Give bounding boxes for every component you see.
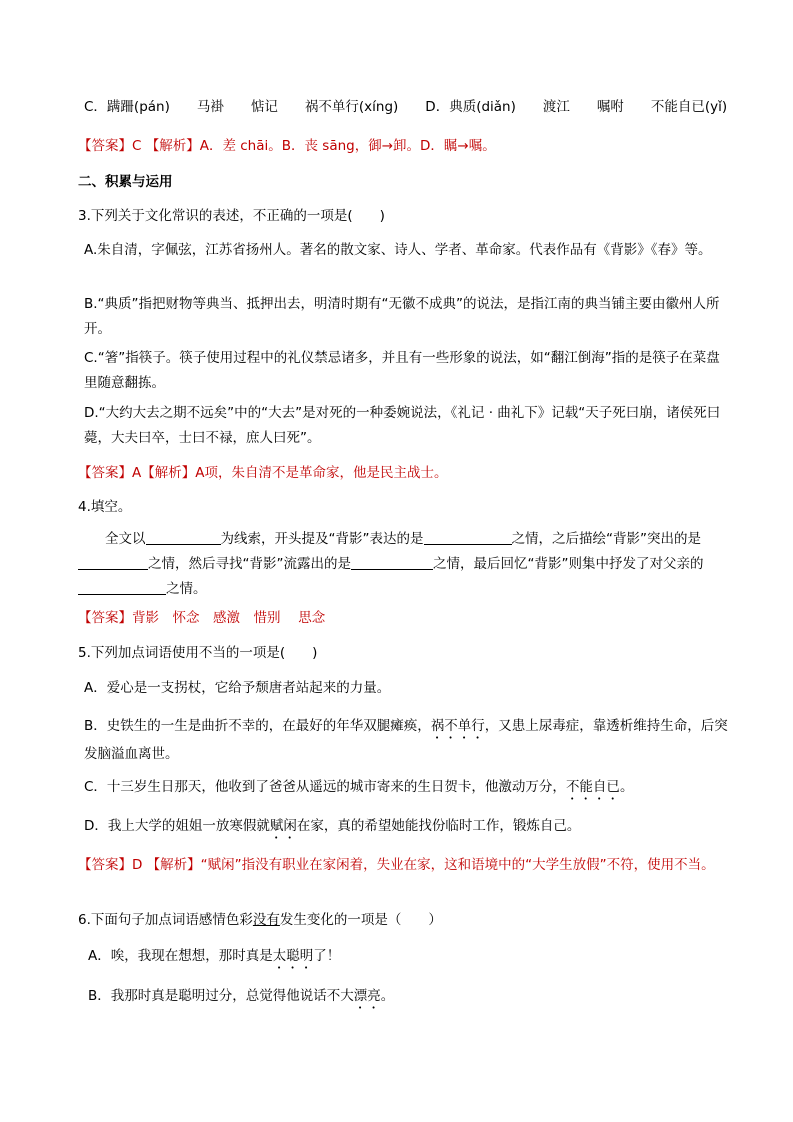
pinyin-xing: xíng <box>364 99 394 115</box>
q5-d-text-end: 在家，真的希望她能找份临时工作，锻炼自己。 <box>296 818 581 834</box>
pinyin-dian: diǎn <box>481 99 511 115</box>
q4-text-3: 之情，之后描绘“背影”突出的是 <box>511 531 701 547</box>
q5-c-text-end: 。 <box>619 779 634 795</box>
dotted-word: 赋闲 <box>269 818 297 834</box>
q6-b-text: B．我那时真是聪明过分，总觉得他说话不大 <box>88 988 354 1004</box>
answer-text: 背影 怀念 感激 惜别 思念 <box>132 610 326 626</box>
fill-blank-3[interactable] <box>78 553 148 570</box>
q4-fill-paragraph <box>78 527 724 602</box>
answer-label: 【答案】 <box>78 138 132 154</box>
q2-answer <box>78 134 724 159</box>
q2-option-d-end: ) <box>721 99 728 115</box>
dotted-word: 不能自已 <box>565 779 620 795</box>
q4-text-1: 全文以 <box>105 531 146 547</box>
q2-option-d-words: ) 渡江 嘱咐 不能自已( <box>510 99 711 115</box>
q4-text-4: 之情，然后寻找“背影”流露出的是 <box>148 556 351 572</box>
q5-b-text-end: ，又患上尿毒症，靠透析维持生命，后突发脑溢血离世。 <box>84 718 728 762</box>
q3-option-c: C.“箸”指筷子。筷子使用过程中的礼仪禁忌诸多，并且有一些形象的说法，如“翻江倒海”指的是筷子在菜盘里随意翻拣。 <box>84 350 720 391</box>
q6-stem-text: 6.下面句子加点词语感情色彩 <box>78 912 253 928</box>
q6-stem <box>78 908 724 933</box>
q3-option-b: B.“典质”指把财物等典当、抵押出去，明清时期有“无徽不成典”的说法，是指江南的典当铺主要由徽州人所开。 <box>84 296 720 337</box>
q5-option-a: A．爱心是一支拐杖，它给予颓唐者站起来的力量。 <box>84 680 391 696</box>
q2-option-d-start: ) D．典质( <box>393 99 482 115</box>
q6-a-text-end: 了！ <box>313 948 341 964</box>
q4-answer <box>78 606 724 631</box>
q6-option-a <box>78 944 734 972</box>
fill-blank-2[interactable] <box>424 528 512 545</box>
answer-text: C 【解析】A．差 chāi。B．丧 sāng，御→卸。D．瞩→嘱。 <box>132 138 496 154</box>
q5-stem: 5.下列加点词语使用不当的一项是( ) <box>78 645 318 661</box>
q6-b-text-end: 。 <box>380 988 395 1004</box>
q5-d-text: D．我上大学的姐姐一放寒假就 <box>84 818 270 834</box>
q5-option-c <box>78 775 730 803</box>
q5-answer <box>78 853 724 878</box>
fill-blank-5[interactable] <box>78 578 166 595</box>
answer-label: 【答案】 <box>78 610 132 626</box>
answer-label: 【答案】 <box>78 857 132 873</box>
pinyin-yi: yǐ <box>710 99 722 115</box>
fill-blank-1[interactable] <box>146 528 221 545</box>
q3-stem: 3.下列关于文化常识的表述，不正确的一项是( ) <box>78 208 385 224</box>
dotted-word: 漂亮 <box>353 988 381 1004</box>
answer-text: D 【解析】“赋闲”指没有职业在家闲着，失业在家，这和语境中的“大学生放假”不符，使用不当。 <box>132 857 715 873</box>
q5-b-text: B．史铁生的一生是曲折不幸的，在最好的年华双腿瘫痪， <box>84 718 431 734</box>
q3-answer <box>78 461 724 486</box>
underlined-word: 没有 <box>252 912 280 928</box>
pinyin-pan: pán <box>139 99 165 115</box>
q3-option-d: D.“大约大去之期不远矣”中的“大去”是对死的一种委婉说法，《礼记 · 曲礼下》记载“天子死曰崩，诸侯死曰薨，大夫曰卒，士曰不禄，庶人曰死”。 <box>84 405 721 446</box>
q6-a-text: A．唉，我现在想想，那时真是 <box>88 948 273 964</box>
q2-options-cd <box>78 95 730 120</box>
q5-option-d <box>78 814 730 842</box>
q4-text-2: 为线索，开头提及“背影”表达的是 <box>220 531 424 547</box>
dotted-word: 太聪明 <box>272 948 314 964</box>
q4-text-5: 之情，最后回忆“背影”则集中抒发了对父亲的 <box>433 556 704 572</box>
q5-c-text: C．十三岁生日那天，他收到了爸爸从遥远的城市寄来的生日贺卡，他激动万分， <box>84 779 566 795</box>
q5-option-b <box>78 714 730 767</box>
q4-stem: 4.填空。 <box>78 499 132 515</box>
q6-stem-text-end: 发生变化的一项是（ ） <box>279 912 442 928</box>
q3-option-a: A.朱自清，字佩弦，江苏省扬州人。著名的散文家、诗人、学者、革命家。代表作品有《背影》《春》等。 <box>84 242 712 258</box>
fill-blank-4[interactable] <box>351 553 433 570</box>
answer-label: 【答案】 <box>78 465 132 481</box>
section-title: 二、积累与运用 <box>78 174 173 190</box>
q4-text-6: 之情。 <box>166 581 207 597</box>
q2-option-c-start: C．蹒跚( <box>84 99 140 115</box>
q2-option-c-words: ) 马褂 惦记 祸不单行( <box>164 99 365 115</box>
q6-option-b <box>78 984 734 1012</box>
dotted-word: 祸不单行 <box>430 718 485 734</box>
answer-text: A【解析】A项，朱自清不是革命家，他是民主战士。 <box>132 465 448 481</box>
